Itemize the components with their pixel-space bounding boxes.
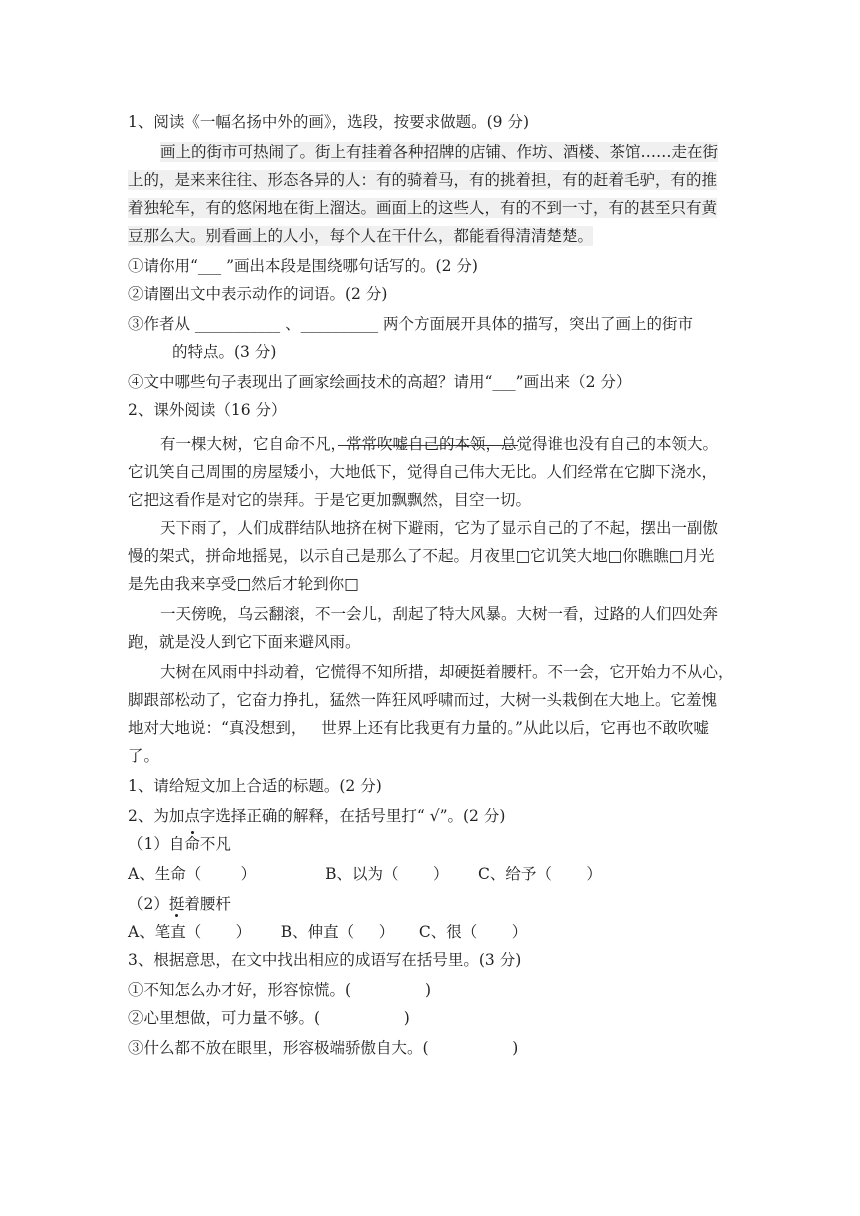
exercise-1: 1、请给短文加上合适的标题。(2 分) [128, 777, 382, 795]
passage-2-line: 脚跟部松动了，它奋力挣扎，猛然一阵狂风呼啸而过，大树一头栽倒在大地上。它羞愧 [128, 691, 718, 709]
passage-2-line: 慢的架式，拼命地摇晃，以示自己是那么了不起。月夜里□它讥笑大地□你瞧瞧□月光 [128, 547, 715, 565]
exercise-3-item-1: ①不知怎么办才好，形容惊慌。( ) [128, 981, 432, 999]
exercise-2: 2、为加点字选择正确的解释，在括号里打“ √”。(2 分) [128, 807, 506, 825]
passage-2-line: 大树在风雨中抖动着，它慌得不知所措，却硬挺着腰杆。不一会，它开始力不从心， [160, 663, 734, 681]
emphasis-dot-char: 挺 [168, 895, 185, 913]
exercise-2-item-1: （1）自命不凡 [128, 835, 231, 853]
emphasis-dot-char: 命 [184, 835, 200, 853]
passage-1-line: 着独轮车，有的悠闲地在街上溜达。画面上的这些人，有的不到一寸，有的甚至只有黄 [128, 199, 718, 217]
exercise-2-item-2: （2）挺着腰杆 [128, 895, 231, 913]
exercise-2-item-2-options: A、笔直（ ） B、伸直（ ） C、很（ ） [128, 923, 528, 941]
sub-question-3: ③作者从 ___________ 、__________ 两个方面展开具体的描写，突出了画上的街市 [128, 315, 694, 333]
passage-2-line: 天下雨了，人们成群结队地挤在树下避雨，它为了显示自己的了不起，摆出一副傲 [160, 519, 719, 537]
exercise-2-item-1-options: A、生命（ ） B、以为（ ） C、给予（ ） [128, 865, 602, 883]
exercise-3-item-3: ③什么都不放在眼里，形容极端骄傲自大。( ) [128, 1039, 519, 1057]
passage-2-line: 它把这看作是对它的崇拜。于是它更加飘飘然，目空一切。 [128, 491, 532, 509]
question-1-heading: 1、阅读《一幅名扬中外的画》，选段，按要求做题。(9 分) [128, 113, 529, 131]
passage-2-line: 地对大地说：“真没想到， 世界上还有比我更有力量的。”从此以后，它再也不敢吹嘘 [128, 719, 709, 737]
passage-2-line: 它讥笑自己周围的房屋矮小，大地低下，觉得自己伟大无比。人们经常在它脚下浇水， [128, 463, 718, 481]
passage-2-line: 一天傍晚，乌云翻滚，不一会儿，刮起了特大风暴。大树一看，过路的人们四处奔 [160, 605, 719, 623]
passage-2-line: 跑，就是没人到它下面来避风雨。 [128, 633, 361, 651]
passage-2-line: 是先由我来享受□然后才轮到你□ [128, 575, 359, 593]
passage-2-line: 了。 [128, 747, 160, 765]
sub-question-4: ④文中哪些句子表现出了画家绘画技术的高超？请用“___”画出来（2 分） [128, 373, 632, 391]
sub-question-3-continued: 的特点。(3 分) [172, 343, 277, 361]
passage-1-line: 上的，是来来往往、形态各异的人：有的骑着马，有的挑着担，有的赶着毛驴，有的推 [128, 171, 718, 189]
exercise-3: 3、根据意思，在文中找出相应的成语写在括号里。(3 分) [128, 951, 522, 969]
exercise-3-item-2: ②心里想做，可力量不够。( ) [128, 1009, 410, 1027]
passage-1-line: 豆那么大。别看画上的人小，每个人在干什么，都能看得清清楚楚。 [128, 227, 594, 245]
sub-question-1: ①请你用“___ ”画出本段是围绕哪句话写的。(2 分) [128, 257, 478, 275]
question-2-heading: 2、课外阅读（16 分） [128, 401, 287, 419]
passage-2-line: 有一棵大树，它自命不凡，常常吹嘘自己的本领，总觉得谁也没有自己的本领大。 [160, 435, 719, 453]
sub-question-2: ②请圈出文中表示动作的词语。(2 分) [128, 285, 388, 303]
passage-1-line: 画上的街市可热闹了。街上有挂着各种招牌的店铺、作坊、酒楼、茶馆……走在街 [160, 143, 719, 161]
